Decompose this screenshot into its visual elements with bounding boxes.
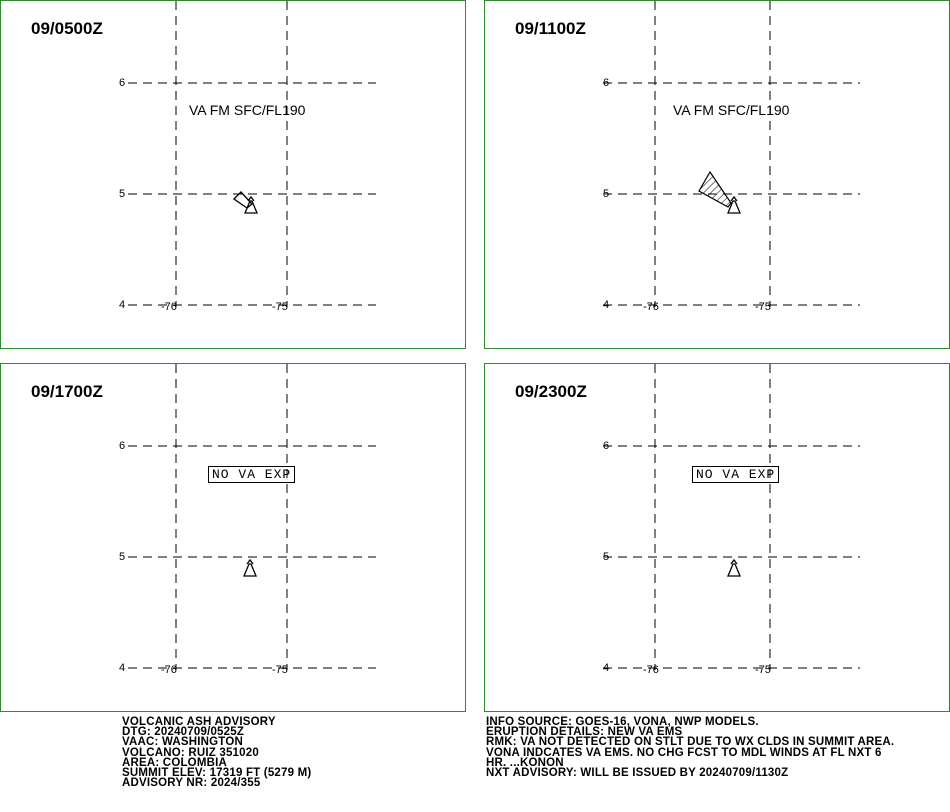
map-grid	[1, 364, 467, 713]
advisory-remarks-block	[486, 717, 894, 778]
lon-label-75: -75	[272, 301, 288, 313]
map-grid	[485, 364, 950, 713]
advisory-line: ERUPTION DETAILS: NEW VA EMS	[486, 726, 683, 739]
lon-label-76: -76	[643, 664, 659, 676]
volcano-icon	[244, 560, 256, 576]
lat-label-4: 4	[603, 662, 610, 674]
lat-label-6: 6	[603, 77, 610, 89]
va-level-text: VA FM SFC/FL190	[189, 102, 306, 118]
ash-cloud-area	[699, 172, 731, 207]
advisory-line: INFO SOURCE: GOES-16, VONA, NWP MODELS.	[486, 716, 759, 728]
lat-label-5: 5	[119, 551, 126, 563]
advisory-line: VOLCANO: RUIZ 351020	[122, 746, 259, 759]
no-va-expected-box: NO VA EXP	[208, 466, 295, 483]
lat-label-5: 5	[603, 188, 610, 200]
advisory-line: VONA INDCATES VA EMS. NO CHG FCST TO MDL WINDS AT FL NXT 6	[486, 746, 882, 759]
advisory-line: DTG: 20240709/0525Z	[122, 726, 245, 739]
lon-label-75: -75	[755, 664, 771, 676]
lon-label-76: -76	[161, 301, 177, 313]
lat-label-4: 4	[119, 662, 126, 674]
advisory-line: NXT ADVISORY: WILL BE ISSUED BY 20240709/1130Z	[486, 767, 789, 780]
lon-label-75: -75	[755, 301, 771, 313]
panel-title: 09/1700Z	[31, 382, 103, 401]
panel-title: 09/1100Z	[515, 19, 586, 38]
panel-title: 09/0500Z	[31, 19, 103, 38]
lat-label-5: 5	[603, 551, 610, 563]
advisory-line: VAAC: WASHINGTON	[122, 736, 243, 749]
advisory-line: HR. ...KONON	[486, 756, 564, 769]
forecast-panel-1100z	[484, 0, 950, 349]
lat-label-5: 5	[119, 188, 126, 200]
advisory-line: VOLCANIC ASH ADVISORY	[122, 716, 276, 728]
lat-label-6: 6	[603, 440, 610, 452]
advisory-line: SUMMIT ELEV: 17319 FT (5279 M)	[122, 767, 312, 780]
va-level-text: VA FM SFC/FL190	[673, 102, 790, 118]
lat-label-4: 4	[603, 299, 610, 311]
map-grid	[1, 1, 467, 350]
advisory-line: AREA: COLOMBIA	[122, 756, 228, 769]
lon-label-76: -76	[161, 664, 177, 676]
forecast-panel-2300z	[484, 363, 950, 712]
forecast-panel-0500z	[0, 0, 466, 349]
volcano-icon	[728, 560, 740, 576]
lat-label-6: 6	[119, 440, 126, 452]
panel-title: 09/2300Z	[515, 382, 587, 401]
lon-label-75: -75	[272, 664, 288, 676]
advisory-header-block	[122, 717, 311, 788]
lat-label-6: 6	[119, 77, 126, 89]
no-va-expected-box: NO VA EXP	[692, 466, 779, 483]
lat-label-4: 4	[119, 299, 126, 311]
advisory-line: ADVISORY NR: 2024/355	[122, 777, 261, 790]
forecast-panel-1700z	[0, 363, 466, 712]
map-grid	[485, 1, 950, 350]
advisory-line: RMK: VA NOT DETECTED ON STLT DUE TO WX CLDS IN SUMMIT AREA.	[486, 736, 895, 749]
lon-label-76: -76	[643, 301, 659, 313]
